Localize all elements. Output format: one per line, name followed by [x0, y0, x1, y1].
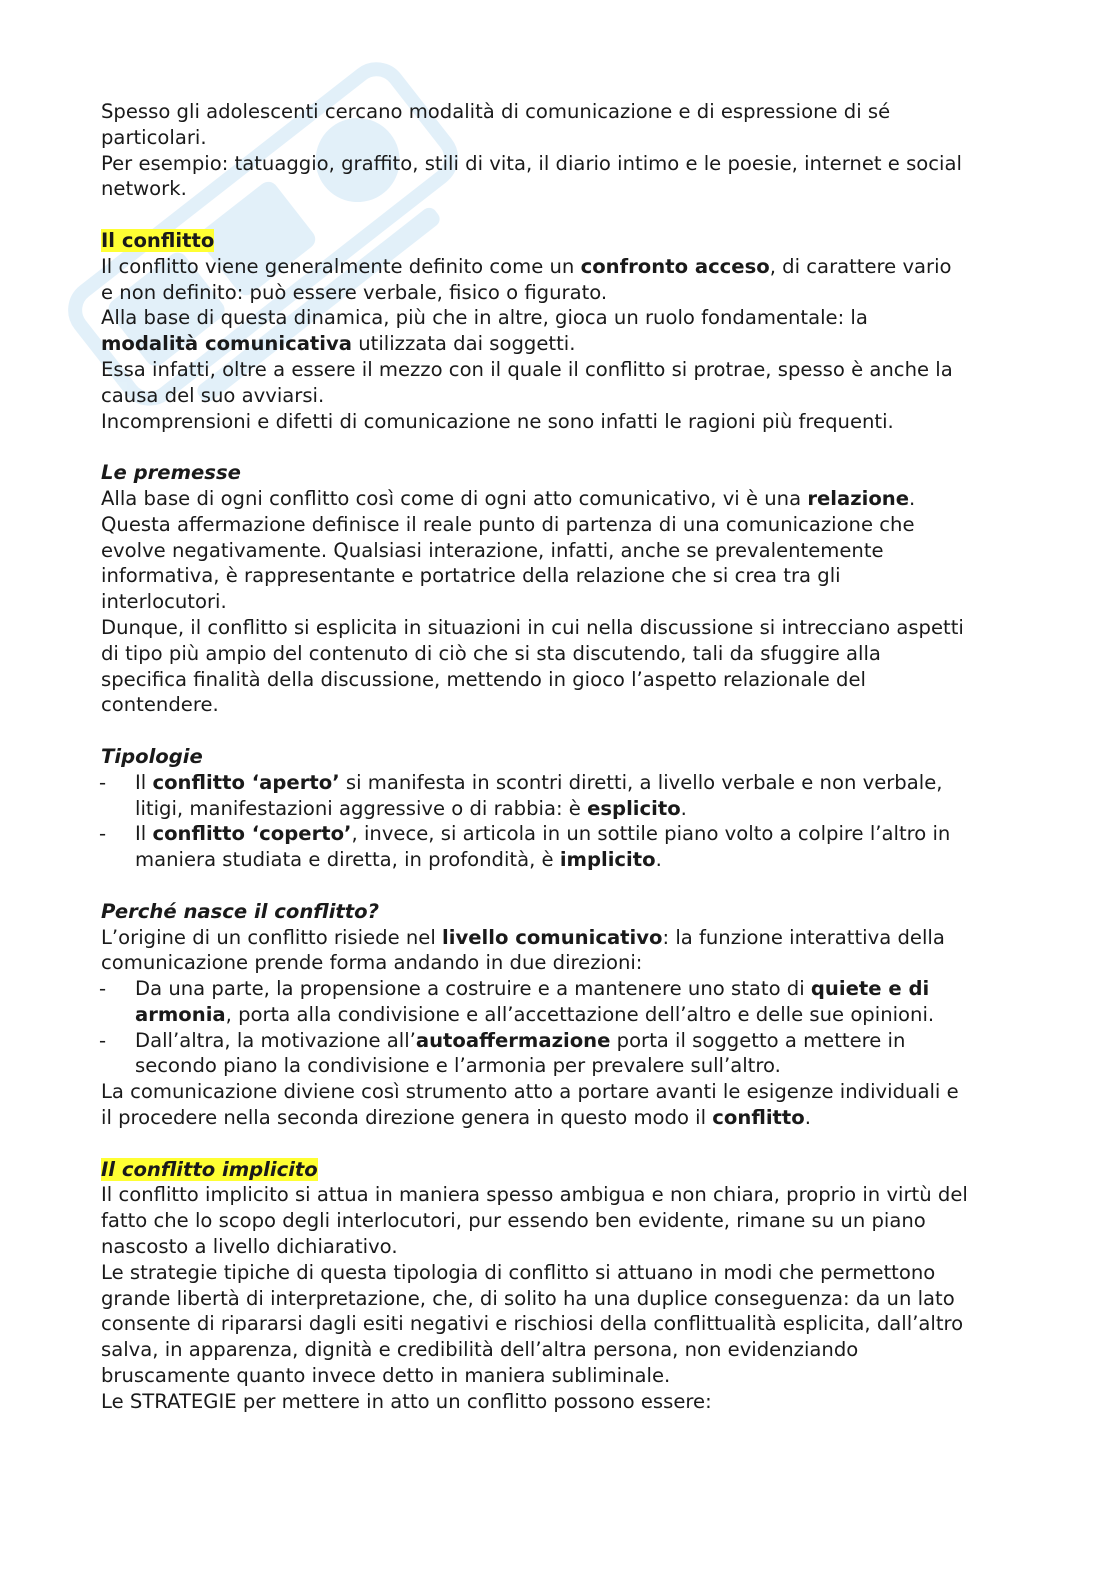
- paragraph-line: La comunicazione diviene così strumento atto a portare avanti le esigenze individuali e: [101, 1080, 959, 1104]
- paragraph-line: grande libertà di interpretazione, che, di solito ha una duplice conseguenza: da un lato: [101, 1286, 955, 1310]
- intro-line: Per esempio: tatuaggio, graffito, stili di vita, il diario intimo e le poesie, internet e social: [101, 151, 962, 175]
- section-heading-tipologie: Tipologie: [101, 744, 203, 768]
- paragraph-line: Le strategie tipiche di questa tipologia di conflitto si attuano in modi che permettono: [101, 1260, 936, 1284]
- list-item-continuation: litigi, manifestazioni aggressive o di rabbia: è esplicito.: [135, 796, 687, 820]
- list-dash: -: [99, 770, 107, 794]
- section-heading-perche: Perché nasce il conflitto?: [101, 899, 379, 923]
- intro-line: Spesso gli adolescenti cercano modalità di comunicazione e di espressione di sé: [101, 100, 891, 123]
- paragraph-line: L’origine di un conflitto risiede nel livello comunicativo: la funzione interattiva della: [101, 925, 945, 949]
- list-item: - Dall’altra, la motivazione all’autoaffermazione porta il soggetto a mettere in: [99, 1028, 906, 1052]
- paragraph-line: nascosto a livello dichiarativo.: [101, 1235, 398, 1259]
- section-heading-implicito: Il conflitto implicito: [101, 1157, 318, 1181]
- paragraph-line: consente di ripararsi dagli esiti negativi e rischiosi della conflittualità esplicita, dall’altro: [101, 1312, 964, 1336]
- list-dash: -: [99, 1028, 107, 1052]
- list-item-continuation: secondo piano la condivisione e l’armonia per prevalere sull’altro.: [135, 1054, 781, 1078]
- paragraph-line: Il conflitto implicito si attua in maniera spesso ambigua e non chiara, proprio in virtù del: [101, 1183, 968, 1207]
- paragraph-line: evolve negativamente. Qualsiasi interazione, infatti, anche se prevalentemente: [101, 538, 884, 562]
- paragraph-line: Incomprensioni e difetti di comunicazione ne sono infatti le ragioni più frequenti.: [101, 409, 894, 433]
- intro-line: network.: [101, 177, 187, 201]
- paragraph-line: specifica finalità della discussione, mettendo in gioco l’aspetto relazionale del: [101, 667, 866, 691]
- list-item: - Il conflitto ‘coperto’, invece, si articola in un sottile piano volto a colpire l’altro in: [99, 822, 951, 846]
- paragraph-line: bruscamente quanto invece detto in maniera subliminale.: [101, 1364, 671, 1388]
- list-item-continuation: armonia, porta alla condivisione e all’accettazione dell’altro e delle sue opinioni.: [135, 1002, 935, 1026]
- paragraph-line: Alla base di ogni conflitto così come di ogni atto comunicativo, vi è una relazione.: [101, 486, 916, 510]
- document-body: [101, 99, 1031, 1415]
- paragraph-line: Essa infatti, oltre a essere il mezzo con il quale il conflitto si protrae, spesso è anche la: [101, 357, 953, 381]
- paragraph-line: e non definito: può essere verbale, fisico o figurato.: [101, 280, 608, 304]
- paragraph-line: salva, in apparenza, dignità e credibilità dell’altra persona, non evidenziando: [101, 1338, 859, 1362]
- paragraph-line: Alla base di questa dinamica, più che in altre, gioca un ruolo fondamentale: la: [101, 306, 868, 330]
- paragraph-line: Il conflitto viene generalmente definito come un confronto acceso, di carattere vario: [101, 254, 952, 278]
- paragraph-line: Questa affermazione definisce il reale punto di partenza di una comunicazione che: [101, 512, 915, 536]
- list-item: - Da una parte, la propensione a costruire e a mantenere uno stato di quiete e di: [99, 977, 930, 1001]
- list-item-continuation: maniera studiata e diretta, in profondità, è implicito.: [135, 848, 662, 872]
- paragraph-line: contendere.: [101, 693, 219, 717]
- paragraph-line: fatto che lo scopo degli interlocutori, pur essendo ben evidente, rimane su un piano: [101, 1209, 926, 1233]
- paragraph-line: il procedere nella seconda direzione genera in questo modo il conflitto.: [101, 1106, 811, 1130]
- paragraph-line: comunicazione prende forma andando in due direzioni:: [101, 951, 643, 975]
- list-item: - Il conflitto ‘aperto’ si manifesta in scontri diretti, a livello verbale e non verbale,: [99, 770, 943, 794]
- section-heading-premesse: Le premesse: [101, 461, 241, 485]
- paragraph-line: modalità comunicativa utilizzata dai soggetti.: [101, 332, 576, 356]
- list-dash: -: [99, 822, 107, 846]
- paragraph-line: Le STRATEGIE per mettere in atto un conflitto possono essere:: [101, 1389, 712, 1413]
- paragraph-line: interlocutori.: [101, 590, 227, 614]
- section-heading-conflitto: Il conflitto: [101, 228, 215, 252]
- list-dash: -: [99, 977, 107, 1001]
- paragraph-line: causa del suo avviarsi.: [101, 383, 325, 407]
- paragraph-line: di tipo più ampio del contenuto di ciò che si sta discutendo, tali da sfuggire alla: [101, 641, 881, 665]
- intro-line: particolari.: [101, 125, 207, 149]
- paragraph-line: Dunque, il conflitto si esplicita in situazioni in cui nella discussione si intrecciano aspetti: [101, 615, 964, 639]
- paragraph-line: informativa, è rappresentante e portatrice della relazione che si crea tra gli: [101, 564, 841, 588]
